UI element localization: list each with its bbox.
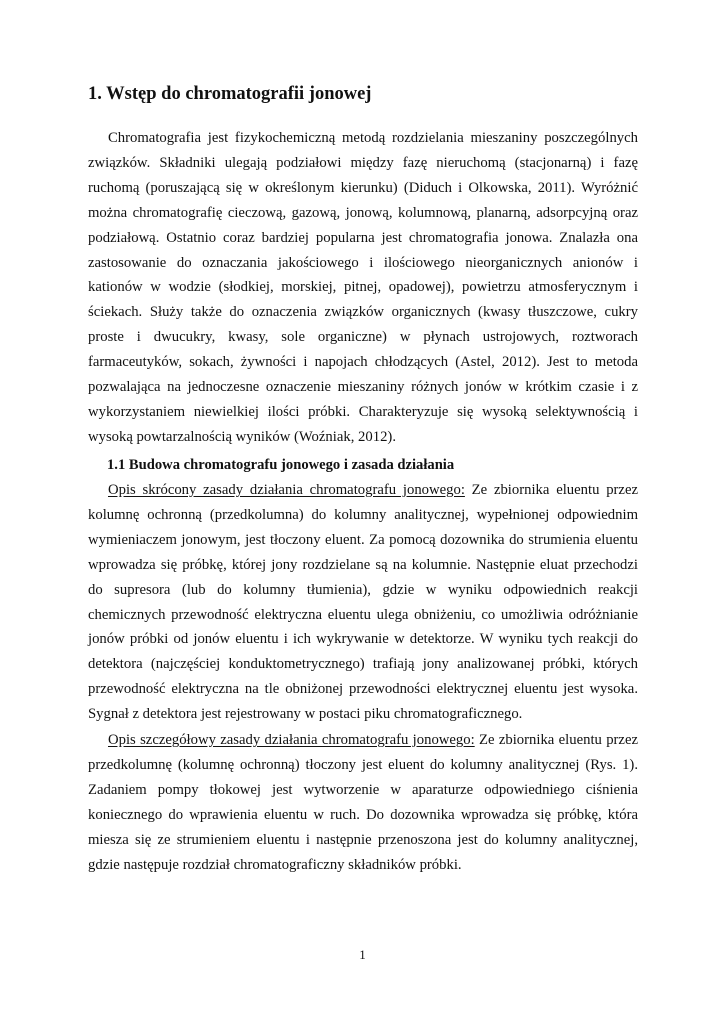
intro-paragraph: Chromatografia jest fizykochemiczną metodą rozdzielania mieszaniny poszczególnych związków. Składniki ulegają podziałowi między fazę nieruchomą (stacjonarną) i fazę ruchomą (poruszającą się w określonym kierunku) (Diduch i Olkowska, 2011). Wyróżnić można chromatografię cieczową, gazową, jonową, kolumnową, planarną, adsorpcyjną oraz podziałową. Ostatnio coraz bardziej popularna jest chromatografia jonowa. Znalazła ona zastosowanie do oznaczania jakościowego i ilościowego nieorganicznych anionów i kationów w wodzie (słodkiej, morskiej, pitnej, opadowej), powietrzu atmosferycznym i ściekach. Służy także do oznaczenia związków organicznych (kwasy tłuszczowe, cukry proste i dwucukry, kwasy, sole organiczne) w płynach ustrojowych, roztworach farmaceutyków, sokach, żywności i napojach chłodzących (Astel, 2012). Jest to metoda pozwalająca na jednoczesne oznaczenie mieszaniny różnych jonów w krótkim czasie i z wykorzystaniem niewielkiej ilości próbki. Charakteryzuje się wysoką selektywnością i wysoką powtarzalnością wyników (Woźniak, 2012). xyxy=(88,130,638,445)
short-description-text: Ze zbiornika eluentu przez kolumnę ochronną (przedkolumna) do kolumny analitycznej, wypełnionej odpowiednim wymieniaczem jonowym, jest tłoczony eluent. Za pomocą dozownika do strumienia eluentu wprowadza się próbkę, której jony rozdzielane są na kolumnie. Następnie eluat przechodzi do supresora (lub do kolumny tłumienia), gdzie w wyniku odpowiednich reakcji chemicznych przewodność elektryczna eluentu ulega obniżeniu, co umożliwia odróżnianie jonów próbki od jonów eluentu i ich wykrywanie w detektorze. W wyniku tych reakcji do detektora (najczęściej konduktometrycznego) trafiają jony analizowanej próbki, których przewodność elektryczna na tle obniżonej przewodności elektrycznej eluentu jest wysoka. Sygnał z detektora jest rejestrowany w postaci piku chromatograficznego. xyxy=(88,482,638,723)
page-number: 1 xyxy=(359,947,366,962)
short-description-lead: Opis skrócony zasady działania chromatografu jonowego: xyxy=(108,482,465,498)
detailed-description-lead: Opis szczegółowy zasady działania chromatografu jonowego: xyxy=(108,732,475,748)
short-description-paragraph xyxy=(88,478,638,727)
subsection-heading: 1.1 Budowa chromatografu jonowego i zasada działania xyxy=(107,457,455,473)
detailed-description-paragraph xyxy=(88,728,638,877)
detailed-description-text: Ze zbiornika eluentu przez przedkolumnę (kolumnę ochronną) tłoczony jest eluent do kolumny analitycznej (Rys. 1). Zadaniem pompy tłokowej jest wytworzenie w aparaturze odpowiedniego ciśnienia koniecznego do wprawienia eluentu w ruch. Do dozownika wprowadza się próbkę, która miesza się ze strumieniem eluentu i następnie przenoszona jest do kolumny analitycznej, gdzie następuje rozdział chromatograficzny składników próbki. xyxy=(88,732,638,873)
section-heading: 1. Wstęp do chromatografii jonowej xyxy=(88,84,372,104)
